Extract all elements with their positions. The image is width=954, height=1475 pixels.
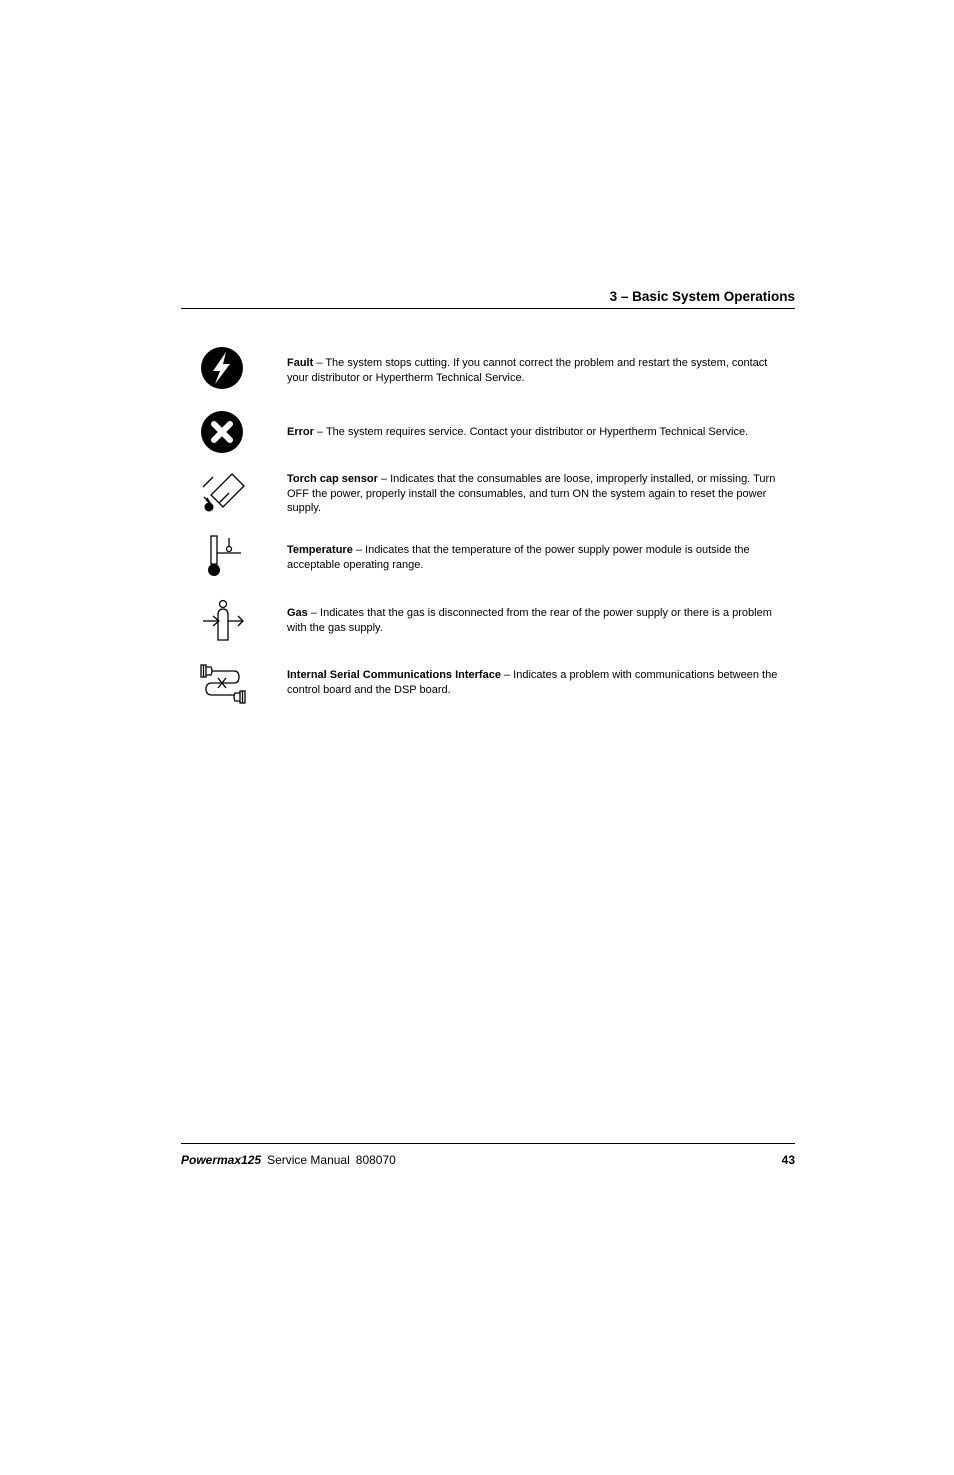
error-x-icon [199,409,247,457]
entry-term: Error [287,426,314,438]
entry-term: Fault [287,357,314,369]
entry-description: – Indicates a problem with communications between the control board and the DSP board. [287,669,778,696]
gas-cylinder-icon [199,596,247,644]
page-number: 43 [781,1153,795,1167]
fault-lightning-icon [199,345,247,393]
entry-description: – Indicates that the temperature of the power supply power module is outside the acceptable operating range. [287,544,750,571]
serial-communications-icon [199,660,247,708]
entry-temperature [287,543,787,572]
entry-error [287,425,787,440]
entry-fault [287,356,787,385]
entry-serial-communications [287,668,787,697]
product-name: Powermax125 [181,1153,262,1167]
header-divider [181,308,795,309]
entry-torch-cap-sensor [287,472,787,516]
document-title: Service Manual [267,1153,350,1167]
entry-description: – The system requires service. Contact your distributor or Hypertherm Technical Service. [313,426,749,438]
thermometer-icon [199,533,247,581]
document-number: 808070 [355,1153,396,1167]
entry-term: Internal Serial Communications Interface [287,669,501,681]
entry-gas [287,606,787,635]
torch-cap-sensor-icon [199,470,247,518]
footer-divider [181,1143,795,1144]
section-title: 3 – Basic System Operations [609,289,795,304]
entry-description: – Indicates that the gas is disconnected from the rear of the power supply or there is a problem with the gas supply. [287,607,772,634]
entry-description: – The system stops cutting. If you cannot correct the problem and restart the system, contact your distributor or Hypertherm Technical Service. [287,357,768,384]
entry-term: Temperature [287,544,353,556]
entry-term: Torch cap sensor [287,473,378,485]
entry-term: Gas [287,607,308,619]
entry-description: – Indicates that the consumables are loose, improperly installed, or missing. Turn OFF the power, properly install the consumables, and turn ON the system again to reset the power supply. [287,473,776,514]
footer-document-info [181,1153,396,1167]
